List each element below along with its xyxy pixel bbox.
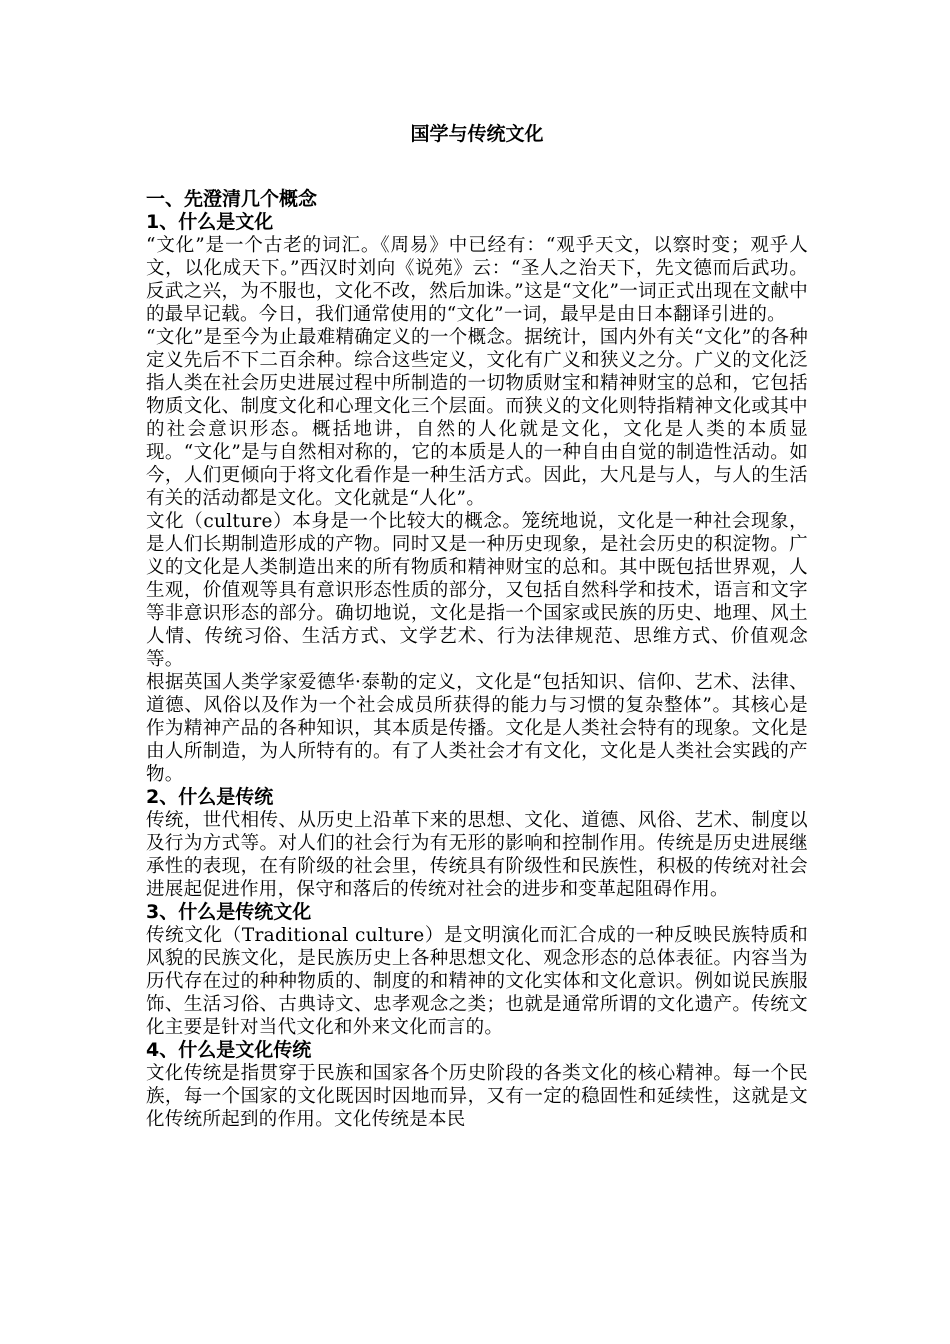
document-title: 国学与传统文化: [410, 123, 544, 145]
paragraph-tradition: 传统，世代相传、从历史上沿革下来的思想、文化、道德、风俗、艺术、制度以及行为方式等。对人们的社会行为有无形的影响和控制作用。传统是历史进展继承性的表现，在有阶级的社会里，传统具有阶级性和民族性，积极的传统对社会进展起促进作用，保守和落后的传统对社会的进步和变革起阻碍作用。: [146, 810, 808, 900]
subheading-what-is-tradition: 2、什么是传统: [146, 786, 274, 808]
paragraph-traditional-culture: 传统文化（Traditional culture）是文明演化而汇合成的一种反映民族特质和风貌的民族文化，是民族历史上各种思想文化、观念形态的总体表征。内容当为历代存在过的种种物质的、制度的和精神的文化实体和文化意识。例如说民族服饰、生活习俗、古典诗文、忠孝观念之类；也就是通常所谓的文化遗产。传统文化主要是针对当代文化和外来文化而言的。: [146, 925, 808, 1038]
subheading-what-is-culture: 1、什么是文化: [146, 211, 274, 233]
paragraph-cultural-tradition: 文化传统是指贯穿于民族和国家各个历史阶段的各类文化的核心精神。每一个民族，每一个国家的文化既因时因地而异，又有一定的稳固性和延续性，这就是文化传统所起到的作用。文化传统是本民: [146, 1063, 808, 1130]
paragraph-culture-concept: 文化（culture）本身是一个比较大的概念。笼统地说，文化是一种社会现象，是人们长期制造形成的产物。同时又是一种历史现象，是社会历史的积淀物。广义的文化是人类制造出来的所有物质和精神财宝的总和。其中既包括世界观，人生观，价值观等具有意识形态性质的部分，又包括自然科学和技术，语言和文字等非意识形态的部分。确切地说，文化是指一个国家或民族的历史、地理、风土人情、传统习俗、生活方式、文学艺术、行为法律规范、思维方式、价值观念等。: [146, 511, 808, 670]
paragraph-culture-origin: “文化”是一个古老的词汇。《周易》中已经有：“观乎天文，以察时变；观乎人文，以化成天下。”西汉时刘向《说苑》云：“圣人之治天下，先文德而后武功。反武之兴，为不服也，文化不改，然后加诛。”这是“文化”一词正式出现在文献中的最早记载。今日，我们通常使用的“文化”一词，最早是由日本翻译引进的。: [146, 235, 808, 325]
paragraph-culture-definition: “文化”是至今为止最难精确定义的一个概念。据统计，国内外有关“文化”的各种定义先后不下二百余种。综合这些定义，文化有广义和狭义之分。广义的文化泛指人类在社会历史进展过程中所制造的一切物质财宝和精神财宝的总和，它包括物质文化、制度文化和心理文化三个层面。而狭义的文化则特指精神文化或其中的社会意识形态。概括地讲，自然的人化就是文化，文化是人类的本质显现。“文化”是与自然相对称的，它的本质是人的一种自由自觉的制造性活动。如今，人们更倾向于将文化看作是一种生活方式。因此，大凡是与人，与人的生活有关的活动都是文化。文化就是“人化”。: [146, 327, 808, 509]
section-heading-concepts: 一、先澄清几个概念: [146, 188, 318, 210]
subheading-traditional-culture: 3、什么是传统文化: [146, 901, 312, 923]
subheading-cultural-tradition: 4、什么是文化传统: [146, 1039, 312, 1061]
paragraph-tylor-definition: 根据英国人类学家爱德华·泰勒的定义，文化是“包括知识、信仰、艺术、法律、道德、风俗以及作为一个社会成员所获得的能力与习惯的复杂整体”。其核心是作为精神产品的各种知识，其本质是传播。文化是人类社会特有的现象。文化是由人所制造，为人所特有的。有了人类社会才有文化，文化是人类社会实践的产物。: [146, 672, 808, 785]
